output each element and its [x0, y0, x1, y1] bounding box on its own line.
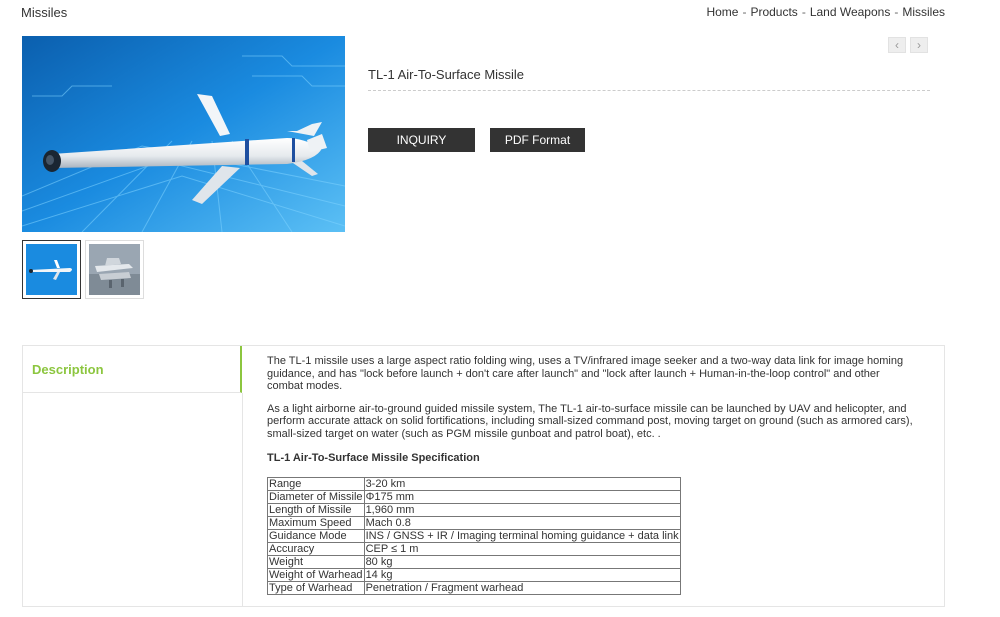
description-content: [267, 355, 917, 595]
page-title: Missiles: [21, 5, 68, 20]
spec-key: Type of Warhead: [268, 581, 365, 594]
spec-key: Weight: [268, 555, 365, 568]
divider: [242, 393, 243, 606]
spec-value: Penetration / Fragment warhead: [364, 581, 680, 594]
spec-key: Guidance Mode: [268, 529, 365, 542]
spec-key: Maximum Speed: [268, 516, 365, 529]
divider: [368, 90, 930, 91]
spec-key: Range: [268, 477, 365, 490]
pdf-format-button[interactable]: PDF Format: [490, 128, 585, 152]
spec-value: Φ175 mm: [364, 490, 680, 503]
inquiry-button[interactable]: INQUIRY: [368, 128, 475, 152]
description-paragraph: The TL-1 missile uses a large aspect ratio folding wing, uses a TV/infrared image seeker and a two-way data link for image homing guidance, and has "lock before launch + don't care after launch" and "lock after launch + Human-in-the-loop control" and other combat modes.: [267, 355, 904, 392]
description-paragraph: As a light airborne air-to-ground guided missile system, The TL-1 air-to-surface missile can be launched by UAV and helicopter, and perform accurate attack on solid fortifications, including small-sized command post, moving target on ground (such as armored cars), small-sized target on water (such as PGM missile gunboat and patrol boat), etc. .: [267, 402, 913, 440]
table-row: [268, 503, 681, 516]
spec-value: 3-20 km: [364, 477, 680, 490]
spec-value: INS / GNSS + IR / Imaging terminal homing guidance + data link: [365, 529, 679, 542]
spec-title: TL-1 Air-To-Surface Missile Specification: [267, 452, 480, 464]
spec-value: Mach 0.8: [364, 516, 680, 529]
table-row: [268, 529, 681, 542]
table-row: [268, 490, 681, 503]
chevron-right-icon[interactable]: ›: [910, 37, 928, 53]
breadcrumb-missiles[interactable]: Missiles: [902, 5, 945, 19]
thumbnail-1[interactable]: [22, 240, 81, 299]
product-name: TL-1 Air-To-Surface Missile: [368, 67, 525, 82]
table-row: [268, 477, 681, 490]
breadcrumb-products[interactable]: Products: [750, 5, 798, 19]
breadcrumb-separator: -: [894, 5, 899, 19]
chevron-left-icon[interactable]: ‹: [888, 37, 906, 53]
table-row: [268, 568, 681, 581]
breadcrumb: [706, 5, 945, 19]
spec-key: Diameter of Missile: [269, 490, 363, 503]
spec-key: Weight of Warhead: [269, 568, 363, 581]
spec-value: 80 kg: [364, 555, 680, 568]
table-row: [268, 516, 681, 529]
spec-table: [267, 477, 681, 595]
spec-value: 1,960 mm: [364, 503, 680, 516]
table-row: [268, 542, 681, 555]
thumbnail-strip: [22, 240, 144, 299]
spec-key: Length of Missile: [268, 503, 365, 516]
product-main-image: [22, 36, 345, 232]
spec-value: CEP ≤ 1 m: [364, 542, 680, 555]
breadcrumb-land-weapons[interactable]: Land Weapons: [809, 5, 891, 19]
description-panel: [22, 345, 945, 607]
breadcrumb-home[interactable]: Home: [706, 5, 739, 19]
tab-description[interactable]: Description: [23, 346, 242, 393]
breadcrumb-separator: -: [742, 5, 747, 19]
table-row: [268, 581, 681, 594]
spec-value: 14 kg: [364, 568, 680, 581]
product-nav: [888, 37, 928, 53]
breadcrumb-separator: -: [801, 5, 806, 19]
spec-key: Accuracy: [268, 542, 365, 555]
thumbnail-2[interactable]: [85, 240, 144, 299]
table-row: [268, 555, 681, 568]
